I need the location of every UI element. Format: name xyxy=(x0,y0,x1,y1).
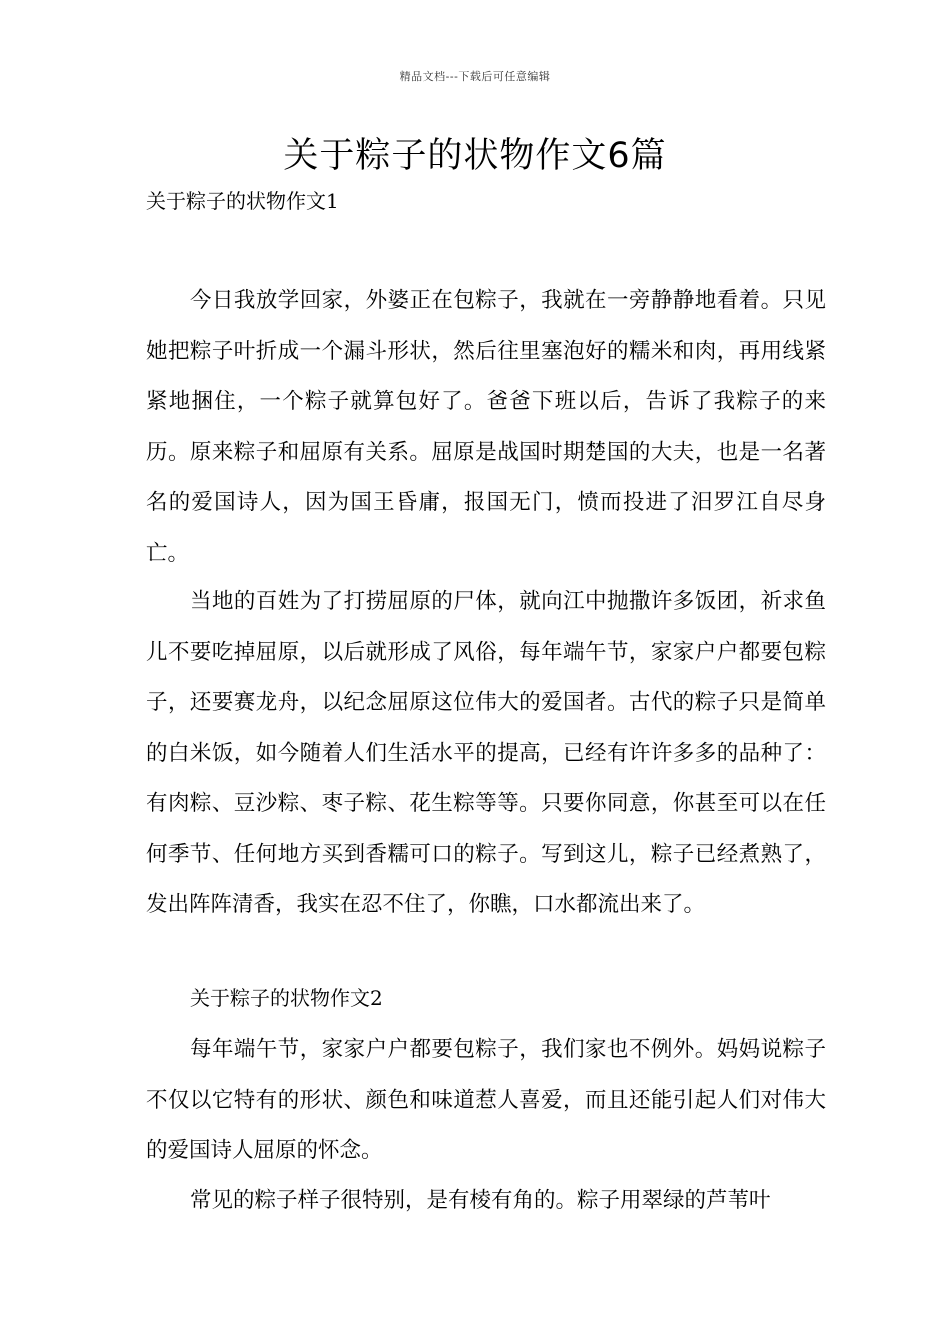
paragraph: 常见的粽子样子很特别，是有棱有角的。粽子用翠绿的芦苇叶 xyxy=(190,1188,771,1213)
document-title: 关于粽子的状物作文6篇 xyxy=(283,136,667,176)
section-heading-1: 关于粽子的状物作文1 xyxy=(146,189,339,213)
header-note: 精品文档---下载后可任意编辑 xyxy=(399,70,551,83)
paragraph: 当地的百姓为了打捞屈原的尸体，就向江中抛撒许多饭团，祈求鱼儿不要吃掉屈原，以后就形成了风俗，每年端午节，家家户户都要包粽子，还要赛龙舟，以纪念屈原这位伟大的爱国者。古代的粽子只是简单的白米饭，如今随着人们生活水平的提高，已经有许许多多的品种了：有肉粽、豆沙粽、枣子粽、花生粽等等。只要你同意，你甚至可以在任何季节、任何地方买到香糯可口的粽子。写到这儿，粽子已经煮熟了，发出阵阵清香，我实在忍不住了，你瞧，口水都流出来了。 xyxy=(146,589,826,917)
paragraph: 今日我放学回家，外婆正在包粽子，我就在一旁静静地看着。只见她把粽子叶折成一个漏斗形状，然后往里塞泡好的糯米和肉，再用线紧紧地捆住，一个粽子就算包好了。爸爸下班以后，告诉了我粽子的来历。原来粽子和屈原有关系。屈原是战国时期楚国的大夫，也是一名著名的爱国诗人，因为国王昏庸，报国无门，愤而投进了汨罗江自尽身亡。 xyxy=(146,288,826,566)
section-heading-2: 关于粽子的状物作文2 xyxy=(190,986,383,1010)
paragraph: 每年端午节，家家户户都要包粽子，我们家也不例外。妈妈说粽子不仅以它特有的形状、颜色和味道惹人喜爱，而且还能引起人们对伟大的爱国诗人屈原的怀念。 xyxy=(146,1037,826,1163)
